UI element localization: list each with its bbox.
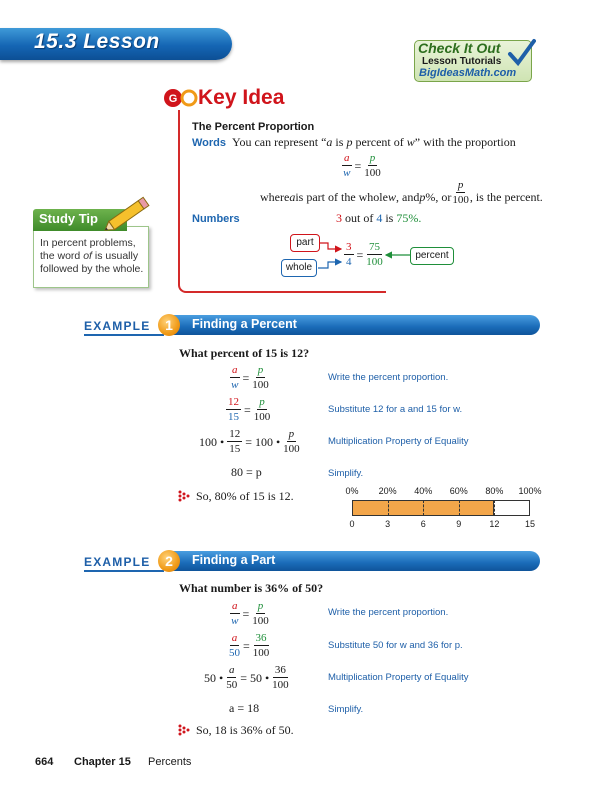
ex1-step4-desc: Simplify.	[328, 468, 364, 479]
numbers-proportion: $\frac{3}{4}$ = $\frac{75}{100}$	[346, 241, 383, 268]
example2-number: 2	[158, 550, 180, 572]
go-icon	[163, 86, 199, 110]
ex2-step1-eq: $\frac{a}{w}$ = $\frac{p}{100}$	[231, 600, 269, 627]
ex2-step3-desc: Multiplication Property of Equality	[328, 672, 469, 683]
percent-bar-divider	[494, 500, 495, 516]
diagram-arrows	[318, 236, 412, 276]
key-idea-title: Key Idea	[198, 86, 285, 109]
ex2-step2-eq: $\frac{a}{50}$ = $\frac{36}{100}$	[229, 632, 270, 659]
numbers-label: Numbers	[192, 213, 240, 225]
example2-question: What number is 36% of 50?	[179, 581, 324, 595]
pencil-icon	[100, 196, 156, 232]
badge-line1: Check It Out	[418, 40, 501, 56]
key-idea-heading: The Percent Proportion	[192, 121, 315, 133]
percent-label: percent	[410, 247, 454, 265]
whole-label: whole	[281, 259, 317, 277]
ex1-step1-desc: Write the percent proportion.	[328, 372, 449, 383]
value-tick-label: 15	[525, 519, 536, 529]
ex1-step1-eq: $\frac{a}{w}$ = $\frac{p}{100}$	[231, 364, 269, 391]
percent-bar-divider	[388, 500, 389, 516]
ex2-step1-desc: Write the percent proportion.	[328, 607, 449, 618]
answer-dots-icon	[178, 724, 190, 736]
badge-line2: Lesson Tutorials	[422, 56, 502, 67]
value-tick-label: 3	[385, 519, 391, 529]
percent-proportion: $\frac{a}{w}$ = $\frac{p}{100}$	[343, 152, 381, 179]
example1-number: 1	[158, 314, 180, 336]
ex1-step2-eq: $\frac{12}{15}$ = $\frac{p}{100}$	[228, 396, 271, 423]
example2-title: Finding a Part	[192, 553, 276, 567]
example1-question: What percent of 15 is 12?	[179, 346, 310, 360]
example2-answer: So, 18 is 36% of 50.	[196, 723, 294, 737]
lesson-title: 15.3 Lesson	[34, 30, 160, 53]
ex1-step2-desc: Substitute 12 for a and 15 for w.	[328, 404, 463, 415]
percent-tick-label: 80%	[485, 486, 504, 496]
ex2-step2-desc: Substitute 50 for w and 36 for p.	[328, 640, 463, 651]
value-tick-label: 12	[489, 519, 500, 529]
percent-bar-divider	[459, 500, 460, 516]
ex1-step3-desc: Multiplication Property of Equality	[328, 436, 469, 447]
example2-label: EXAMPLE	[84, 555, 151, 569]
example1-underline	[84, 334, 164, 336]
percent-bar-divider	[423, 500, 424, 516]
example1-title: Finding a Percent	[192, 317, 297, 331]
words-text: You can represent “a is p percent of w” with the proportion	[232, 135, 516, 149]
example1-label: EXAMPLE	[84, 319, 151, 333]
percent-tick-label: 60%	[449, 486, 468, 496]
study-tip-title: Study Tip	[39, 211, 98, 226]
chapter-label: Chapter 15	[74, 756, 131, 768]
numbers-text: 3 out of 4 is 75%.	[336, 211, 422, 225]
words-label: Words	[192, 137, 227, 149]
ex1-step4-eq: 80 = p	[231, 465, 262, 479]
ex2-step4-desc: Simplify.	[328, 704, 364, 715]
percent-tick-label: 40%	[414, 486, 433, 496]
example1-answer: So, 80% of 15 is 12.	[196, 489, 294, 503]
where-text: where a is part of the whole w , and p %, or $\frac{p}{100}$ , is the percent.	[260, 179, 543, 206]
percent-tick-label: 0%	[345, 486, 359, 496]
part-label: part	[290, 234, 320, 252]
percent-tick-label: 20%	[378, 486, 397, 496]
checkmark-icon	[506, 38, 536, 68]
ex2-step3-eq: 50 • $\frac{a}{50}$ = 50 • $\frac{36}{100}$	[204, 664, 289, 691]
svg-text:G: G	[168, 93, 178, 105]
percent-tick-label: 100%	[518, 486, 542, 496]
value-tick-label: 6	[420, 519, 426, 529]
badge-line3[interactable]: BigIdeasMath.com	[419, 67, 517, 79]
answer-dots-icon	[178, 490, 190, 502]
study-tip-text: In percent problems, the word of is usually followed by the whole.	[40, 237, 144, 275]
example2-underline	[84, 570, 164, 572]
value-tick-label: 0	[349, 519, 355, 529]
page-number: 664	[35, 756, 54, 768]
ex1-step3-eq: 100 • $\frac{12}{15}$ = 100 • $\frac{p}{100}$	[199, 428, 300, 455]
ex2-step4-eq: a = 18	[229, 701, 260, 715]
percent-bar	[352, 500, 530, 516]
value-tick-label: 9	[456, 519, 462, 529]
chapter-title: Percents	[148, 756, 192, 768]
